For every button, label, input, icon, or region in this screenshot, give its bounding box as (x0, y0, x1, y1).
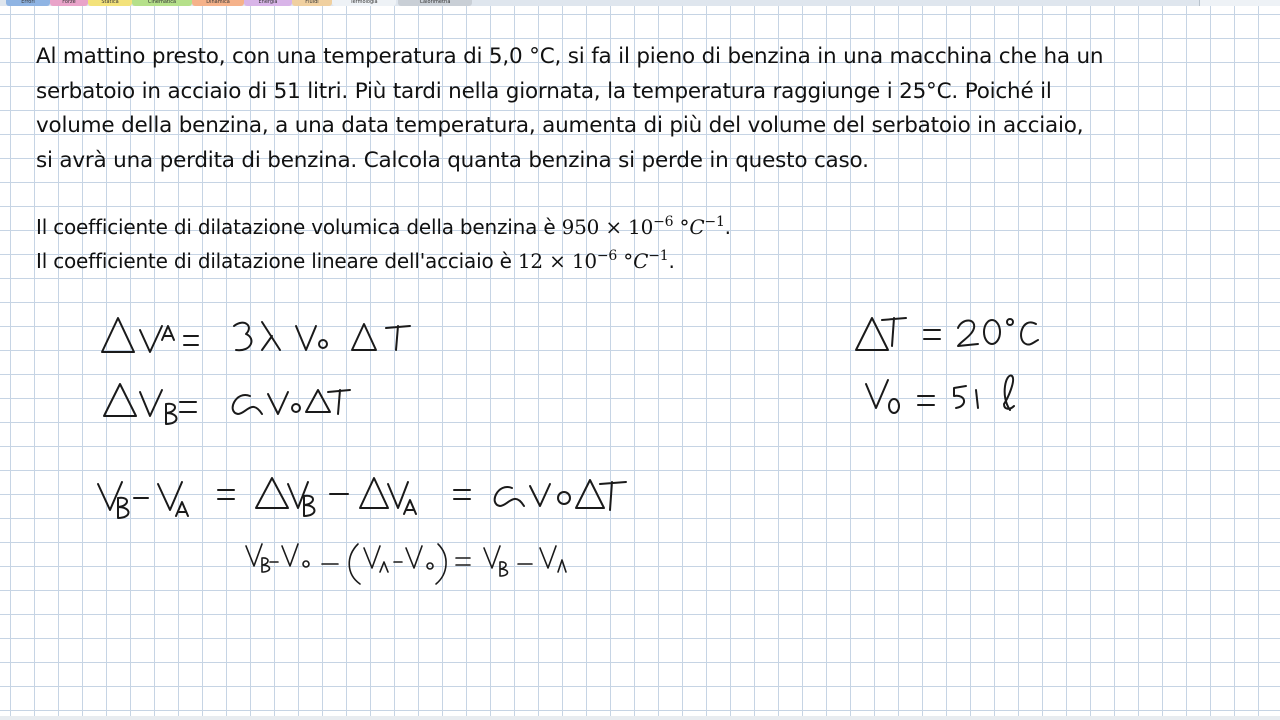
value-mantissa: 950 × 10 (561, 215, 654, 239)
sentence-end: . (668, 249, 675, 273)
tab-errori[interactable]: Errori (6, 0, 50, 6)
tab-calorimetria[interactable]: Calorimetria (398, 0, 472, 6)
hw-eq-difference (98, 478, 626, 518)
tab-termologia[interactable]: Termologia (332, 0, 396, 6)
problem-line: Al mattino presto, con una temperatura di 5,0 °C, si fa il pieno di benzina in una macchina che ha un (36, 44, 1104, 69)
bottom-scroll-area[interactable] (0, 716, 1280, 720)
coefficient-acciaio-text: Il coefficiente di dilatazione lineare dell'acciaio è (36, 249, 518, 273)
problem-line: volume della benzina, a una data temperatura, aumenta di più del volume del serbatoio in acciaio, (36, 113, 1084, 138)
problem-line: si avrà una perdita di benzina. Calcola quanta benzina si perde in questo caso. (36, 147, 869, 173)
unit-degree: ° (617, 249, 634, 273)
tab-cinematica[interactable]: Cinematica (132, 0, 192, 6)
tab-statica[interactable]: Statica (88, 0, 132, 6)
hw-given-v0 (866, 376, 1014, 413)
unit-symbol: C (633, 249, 649, 273)
hw-eq-delta-vb (104, 384, 350, 424)
unit-symbol: C (689, 215, 705, 239)
unit-exponent: −1 (648, 248, 669, 264)
sentence-end: . (724, 215, 731, 239)
coefficient-benzina-text: Il coefficiente di dilatazione volumica della benzina è (36, 215, 562, 239)
value-exponent: −6 (653, 214, 674, 230)
value-mantissa: 12 × 10 (517, 249, 597, 273)
tab-fluidi[interactable]: Fluidi (292, 0, 332, 6)
problem-line: serbatoio in acciaio di 51 litri. Più tardi nella giornata, la temperatura raggiunge i 25°C. Poiché il (36, 78, 1052, 104)
tab-dinamica[interactable]: Dinamica (192, 0, 244, 6)
hw-given-delta-t (856, 318, 1038, 350)
unit-degree: ° (673, 215, 690, 239)
value-exponent: −6 (596, 248, 618, 264)
hw-eq-delta-va (102, 318, 410, 352)
unit-exponent: −1 (704, 214, 725, 230)
hw-eq-expansion (246, 544, 566, 584)
tab-forze[interactable]: Forze (50, 0, 88, 6)
tab-energia[interactable]: Energia (244, 0, 292, 6)
